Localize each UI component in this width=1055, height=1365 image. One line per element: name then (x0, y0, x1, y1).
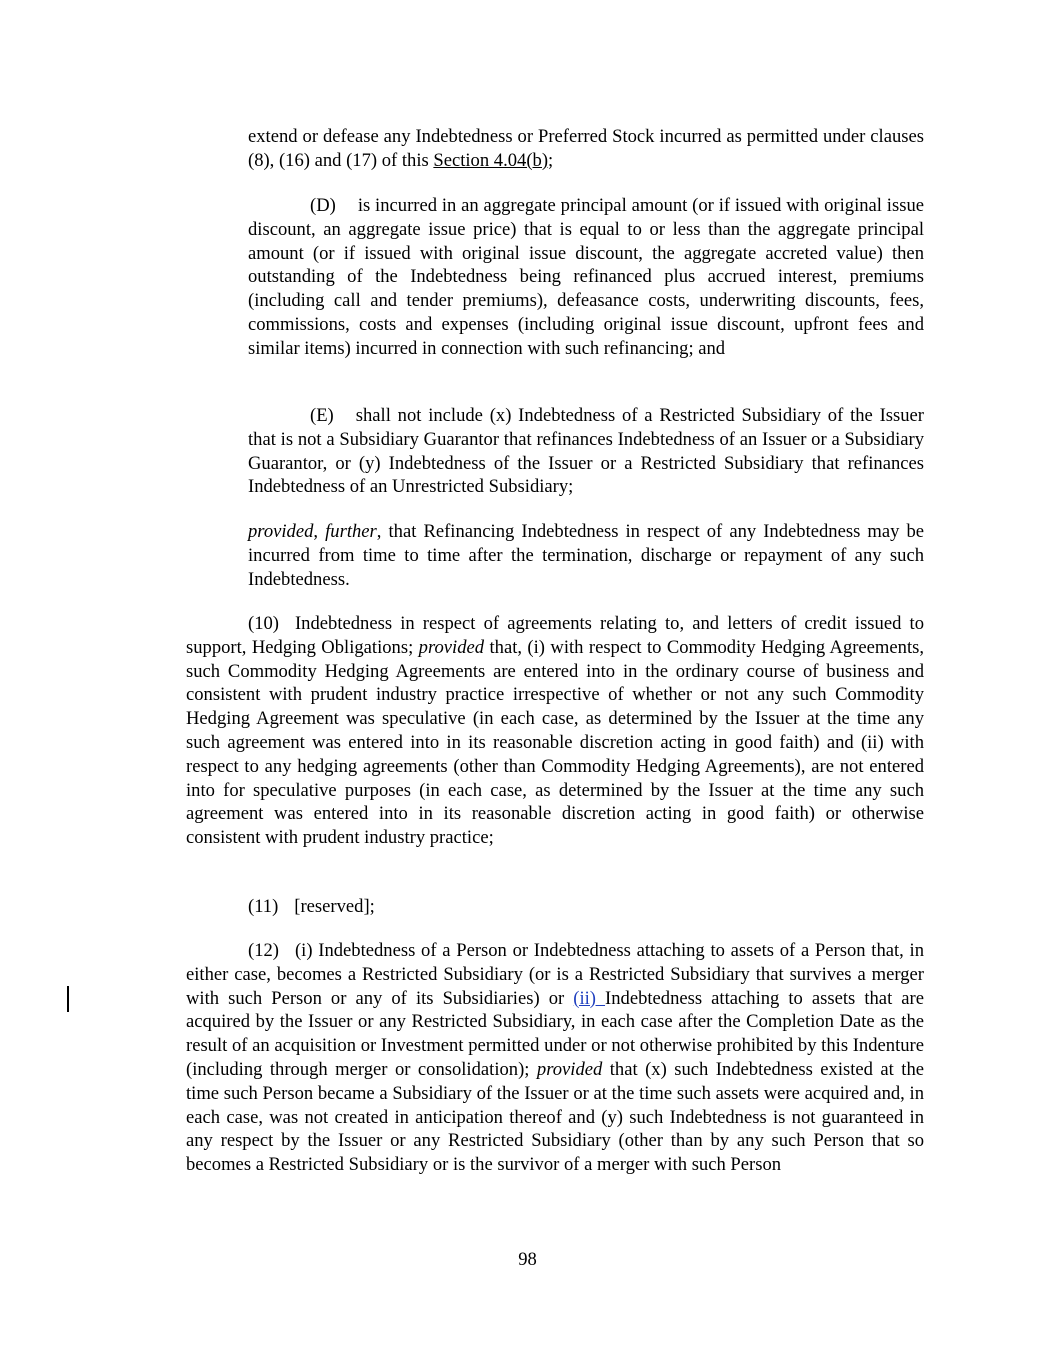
paragraph-clause-continuation (248, 125, 924, 173)
paragraph-text: Indebtedness in respect of agreements relating to, and letters of credit issued to support, Hedging Obligations; (186, 613, 924, 658)
italic-term: provided (418, 636, 485, 658)
paragraph-text: ; (548, 149, 554, 171)
clause-label: (12) (248, 940, 279, 961)
paragraph-clause-10 (186, 612, 924, 850)
cross-reference-link[interactable]: (ii) (573, 987, 606, 1009)
page-number: 98 (518, 1249, 537, 1270)
clause-label: (11) (248, 896, 279, 917)
revision-change-bar (67, 986, 69, 1012)
paragraph-text: [reserved]; (294, 896, 375, 917)
paragraph-text: shall not include (x) Indebtedness of a Restricted Subsidiary of the Issuer that is not a Subsidiary Guarantor that refinances Indebtedness of an Issuer or a Subsidiary Guarantor, or (y) Indebtedness of the Issuer or a Restricted Subsidiary that refinances Indebtedness of an Unrestricted Subsidiary; (248, 405, 924, 498)
paragraph-clause-e (248, 404, 924, 499)
paragraph-clause-12 (186, 939, 924, 1177)
paragraph-text: , (313, 521, 326, 542)
paragraph-text: that, (i) with respect to Commodity Hedging Agreements, such Commodity Hedging Agreements are entered into in the ordinary course of business and consistent with prudent industry practice irrespective of whether or not any such Commodity Hedging Agreement was speculative (in each case, as determined by the Issuer at the time any such agreement was entered into in its reasonable discretion acting in good faith) and (ii) with respect to any hedging agreements (other than Commodity Hedging Agreements), are not entered into for speculative purposes (in each case, as determined by the Issuer at the time any such agreement was entered into in its reasonable discretion acting in good faith) or otherwise consistent with prudent industry practice; (186, 636, 924, 849)
clause-label: (10) (248, 613, 279, 634)
paragraph-text: is incurred in an aggregate principal amount (or if issued with original issue discount, an aggregate issue price) that is equal to or less than the aggregate principal amount (or if issued with original issue discount, the aggregate accreted value) then outstanding of the Indebtedness being refinanced plus accrued interest, premiums (including call and tender premiums), defeasance costs, underwriting discounts, fees, commissions, costs and expenses (including original issue discount, upfront fees and similar items) incurred in connection with such refinancing; and (248, 195, 924, 359)
italic-term: provided (536, 1058, 603, 1080)
paragraph-proviso (248, 520, 924, 591)
italic-term: further (325, 521, 377, 542)
clause-label: (D) (310, 195, 336, 216)
paragraph-text: that (x) such Indebtedness existed at the time such Person became a Subsidiary of the Issuer or at the time such assets were acquired and, in each case, was not created in anticipation thereof and (y) such Indebtedness is not guaranteed in any respect by the Issuer or any Restricted Subsidiary (other than by any such Person that so becomes a Restricted Subsidiary or is the survivor of a merger with such Person (186, 1058, 924, 1176)
paragraph-text: (i) Indebtedness of a Person or Indebtedness attaching to assets of a Person that, in either case, becomes a Restricted Subsidiary (or is a Restricted Subsidiary that survives a merger with such Person or any of its Subsidiaries) or (186, 940, 924, 1009)
paragraph-clause-11 (186, 895, 924, 919)
clause-label: (E) (310, 405, 334, 426)
paragraph-text: Indebtedness attaching to assets that are acquired by the Issuer or any Restricted Subsidiary, in each case after the Completion Date as the result of an acquisition or Investment permitted under or not otherwise prohibited by this Indenture (including through merger or consolidation); (186, 987, 924, 1080)
paragraph-text: extend or defease any Indebtedness or Preferred Stock incurred as permitted under clauses (8), (16) and (17) of this (248, 126, 924, 171)
paragraph-text: , that Refinancing Indebtedness in respect of any Indebtedness may be incurred from time to time after the termination, discharge or repayment of any such Indebtedness. (248, 521, 924, 590)
paragraph-clause-d (248, 194, 924, 361)
italic-term: provided (248, 521, 314, 542)
section-reference: Section 4.04(b) (433, 149, 549, 171)
